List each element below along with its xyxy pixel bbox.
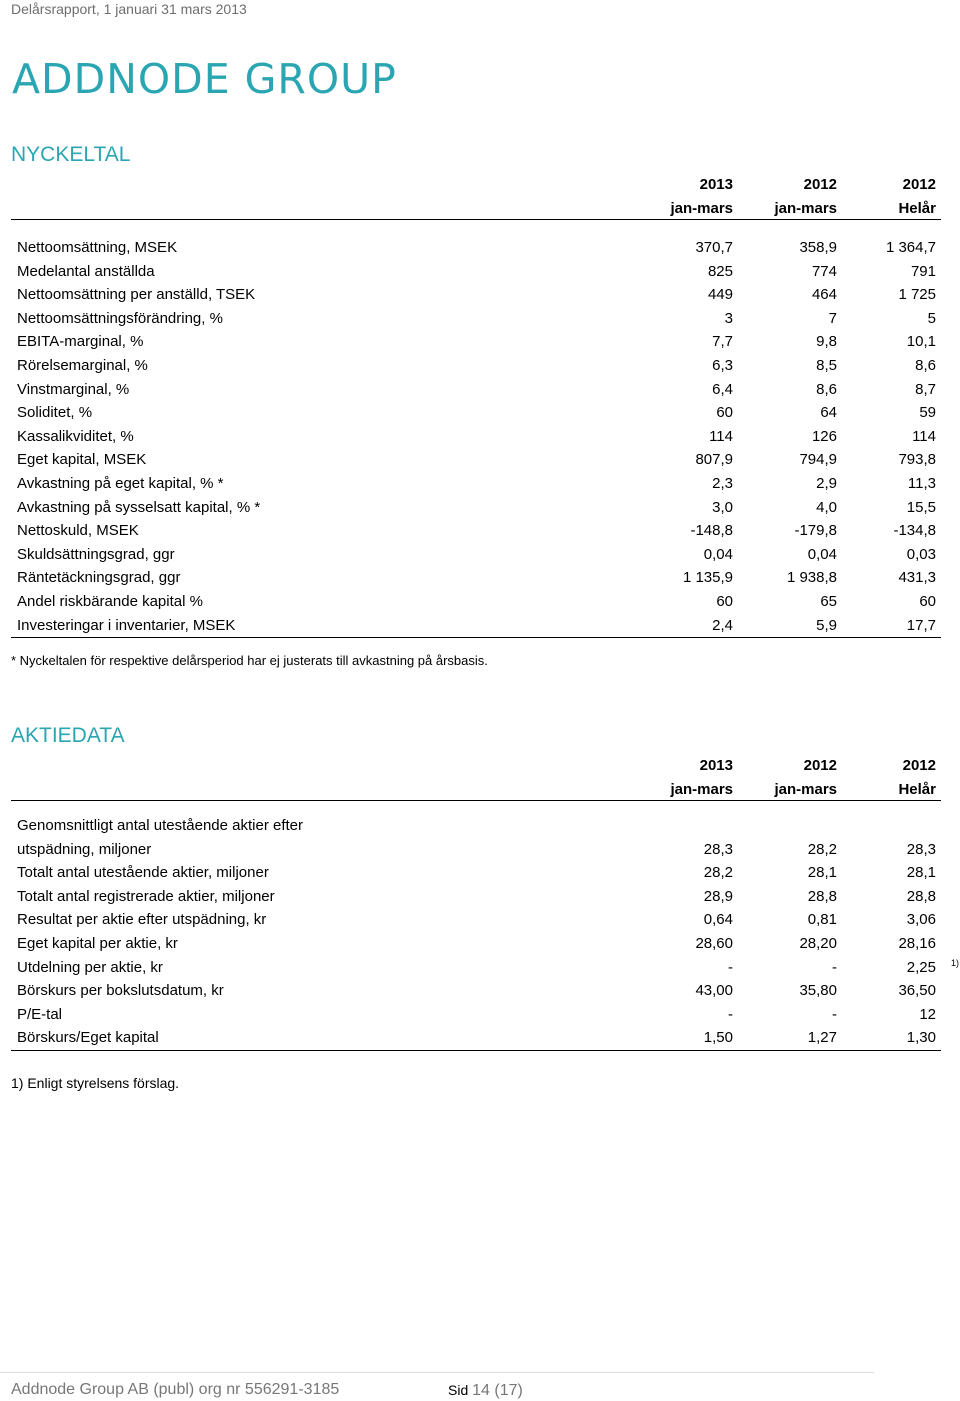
row-label: EBITA-marginal, % (17, 333, 144, 351)
row-value-col-2: 774 (811, 262, 837, 280)
row-label: Resultat per aktie efter utspädning, kr (17, 911, 267, 929)
col-period-2: jan-mars (774, 200, 837, 217)
row-value-col-2: 1,27 (807, 1029, 837, 1047)
row-value-col-1: 114 (709, 427, 733, 445)
row-label: Nettoomsättning per anställd, TSEK (17, 286, 256, 304)
row-value-col-1: 43,00 (695, 982, 733, 1000)
row-value-col-2: 2,9 (816, 474, 837, 492)
row-value-col-3: 15,5 (906, 498, 936, 516)
row-value-col-1: 2,4 (712, 616, 733, 634)
row-value-col-3: 59 (919, 404, 936, 422)
row-value-col-1: 1 135,9 (682, 569, 733, 587)
row-value-col-3: 8,6 (915, 356, 936, 374)
header-rule (11, 800, 941, 801)
aktiedata-footnote: 1) Enligt styrelsens förslag. (11, 1075, 180, 1091)
row-label: Totalt antal utestående aktier, miljoner (17, 864, 269, 882)
col-year-2: 2012 (803, 757, 837, 774)
row-value-col-2: 28,20 (799, 934, 837, 952)
row-value-col-2: 358,9 (799, 239, 837, 256)
row-value-col-2: 28,1 (807, 864, 837, 882)
row-label: Utdelning per aktie, kr (17, 958, 163, 976)
row-label: Eget kapital per aktie, kr (17, 934, 178, 952)
table-row (11, 1026, 941, 1051)
row-value-col-2: 28,8 (807, 887, 837, 905)
row-label: Räntetäckningsgrad, ggr (17, 569, 181, 587)
row-label: Kassalikviditet, % (17, 427, 134, 445)
row-value-col-3: 2,25 (906, 958, 936, 976)
row-value-col-1: 6,4 (712, 380, 733, 398)
table-row (11, 566, 941, 590)
row-value-col-2: 8,5 (816, 356, 837, 374)
table-row (11, 543, 941, 567)
row-label: Börskurs per bokslutsdatum, kr (17, 982, 224, 1000)
row-value-col-2: 28,2 (807, 840, 837, 858)
table-row (11, 354, 941, 378)
table-row (11, 283, 941, 307)
row-value-col-3: 36,50 (898, 982, 936, 1000)
row-value-col-3: 791 (910, 262, 936, 280)
row-value-col-1: - (728, 958, 733, 976)
row-label: utspädning, miljoner (17, 840, 152, 858)
row-label: Investeringar i inventarier, MSEK (17, 616, 236, 634)
table-row (11, 861, 941, 885)
row-value-col-1: 7,7 (712, 333, 733, 351)
row-value-col-1: -148,8 (690, 522, 733, 540)
row-value-col-3: 8,7 (915, 380, 936, 398)
col-period-2: jan-mars (774, 781, 837, 798)
row-label: Eget kapital, MSEK (17, 451, 147, 469)
col-year-2: 2012 (803, 176, 837, 193)
nyckeltal-table (11, 236, 941, 638)
row-label: Börskurs/Eget kapital (17, 1029, 159, 1047)
row-label: Andel riskbärande kapital % (17, 592, 203, 610)
footer-page (448, 1382, 523, 1400)
table-row (11, 614, 941, 639)
table-row (11, 472, 941, 496)
table-row (11, 519, 941, 543)
row-value-col-1: 0,04 (703, 545, 733, 563)
row-value-col-3: 1,30 (906, 1029, 936, 1047)
table-row (11, 378, 941, 402)
row-value-col-3: 1 364,7 (885, 239, 936, 256)
row-value-col-1: 28,9 (703, 887, 733, 905)
section-title-aktiedata: AKTIEDATA (11, 724, 125, 747)
row-value-col-1: 0,64 (703, 911, 733, 929)
page-number: 14 (17) (472, 1382, 523, 1399)
row-value-col-1: 807,9 (695, 451, 733, 469)
row-value-col-3: 431,3 (898, 569, 936, 587)
row-value-col-3: 0,03 (906, 545, 936, 563)
table-row (11, 330, 941, 354)
table-row (11, 590, 941, 614)
row-label: Nettoomsättningsförändring, % (17, 309, 223, 327)
table-row (11, 448, 941, 472)
row-value-col-3: 10,1 (906, 333, 936, 351)
row-value-col-1: 6,3 (712, 356, 733, 374)
row-value-col-1: 1,50 (703, 1029, 733, 1047)
table-row (11, 838, 941, 862)
row-value-col-3: -134,8 (893, 522, 936, 540)
row-value-col-3: 28,1 (906, 864, 936, 882)
row-value-col-1: 28,60 (695, 934, 733, 952)
row-label: Skuldsättningsgrad, ggr (17, 545, 175, 563)
table-row (11, 1003, 941, 1027)
section-title-nyckeltal: NYCKELTAL (11, 143, 131, 166)
col-year-3: 2012 (902, 176, 936, 193)
row-value-col-2: 5,9 (816, 616, 837, 634)
row-label: Medelantal anställda (17, 262, 155, 280)
table-row (11, 307, 941, 331)
row-value-col-2: 8,6 (816, 380, 837, 398)
row-value-col-1: 28,2 (703, 864, 733, 882)
row-value-col-2: 35,80 (799, 982, 837, 1000)
col-year-1: 2013 (699, 757, 733, 774)
row-label: Rörelsemarginal, % (17, 356, 148, 374)
col-period-3: Helår (898, 200, 936, 217)
row-footnote-marker: 1) (950, 957, 959, 968)
table-row (11, 814, 941, 838)
row-value-col-2: 4,0 (816, 498, 837, 516)
row-value-col-3: 17,7 (906, 616, 936, 634)
report-title: Delårsrapport, 1 januari 31 mars 2013 (11, 1, 247, 17)
row-value-col-2: 0,81 (807, 911, 837, 929)
row-value-col-1: 449 (707, 286, 733, 304)
nyckeltal-footnote: * Nyckeltalen för respektive delårsperiod har ej justerats till avkastning på årsbasis. (11, 653, 488, 668)
table-row (11, 401, 941, 425)
row-value-col-3: 28,16 (898, 934, 936, 952)
row-label: Nettoomsättning, MSEK (17, 239, 178, 256)
footer-rule (0, 1372, 874, 1373)
row-value-col-2: 64 (820, 404, 837, 422)
row-value-col-2: 7 (828, 309, 837, 327)
row-label: Nettoskuld, MSEK (17, 522, 139, 540)
table-row (11, 956, 959, 980)
row-value-col-3: 793,8 (898, 451, 936, 469)
col-year-1: 2013 (699, 176, 733, 193)
row-value-col-1: 825 (707, 262, 733, 280)
footer-company: Addnode Group AB (publ) org nr 556291-3185 (11, 1381, 340, 1398)
company-logo: ADDNODE GROUP (12, 55, 397, 103)
row-label: Avkastning på eget kapital, % * (17, 474, 224, 492)
row-value-col-2: 126 (811, 427, 837, 445)
page-label: Sid (448, 1382, 469, 1398)
row-value-col-3: 28,3 (906, 840, 936, 858)
row-value-col-2: 794,9 (799, 451, 837, 469)
row-value-col-1: 370,7 (695, 239, 733, 256)
row-label: Genomsnittligt antal utestående aktier efter (17, 817, 303, 834)
row-value-col-3: 28,8 (906, 887, 936, 905)
col-period-1: jan-mars (670, 781, 733, 798)
row-value-col-3: 12 (919, 1005, 936, 1023)
row-label: Soliditet, % (17, 404, 93, 422)
row-value-col-3: 114 (912, 427, 936, 445)
row-value-col-3: 1 725 (898, 286, 936, 304)
table-row (11, 425, 941, 449)
table-row (11, 908, 941, 932)
col-period-1: jan-mars (670, 200, 733, 217)
row-label: P/E-tal (17, 1005, 63, 1023)
table-row (11, 496, 941, 520)
row-value-col-2: -179,8 (794, 522, 837, 540)
table-row (11, 885, 941, 909)
row-value-col-3: 5 (927, 309, 936, 327)
row-value-col-3: 60 (919, 592, 936, 610)
row-value-col-1: 60 (716, 404, 733, 422)
col-year-3: 2012 (902, 757, 936, 774)
row-value-col-1: - (728, 1005, 733, 1023)
table-row (11, 932, 941, 956)
table-row (11, 236, 941, 260)
table-row (11, 260, 941, 284)
row-value-col-3: 3,06 (906, 911, 936, 929)
row-label: Totalt antal registrerade aktier, miljoner (17, 887, 275, 905)
row-value-col-2: - (832, 958, 837, 976)
row-value-col-2: 1 938,8 (786, 569, 837, 587)
row-label: Vinstmarginal, % (17, 380, 130, 398)
col-period-3: Helår (898, 781, 936, 798)
row-value-col-2: - (832, 1005, 837, 1023)
row-value-col-1: 3 (724, 309, 733, 327)
row-value-col-1: 28,3 (703, 840, 733, 858)
row-value-col-2: 65 (820, 592, 837, 610)
table-row (11, 979, 941, 1003)
row-label: Avkastning på sysselsatt kapital, % * (17, 498, 261, 516)
row-value-col-1: 60 (716, 592, 733, 610)
row-value-col-2: 464 (811, 286, 837, 304)
row-value-col-1: 2,3 (712, 474, 733, 492)
row-value-col-2: 0,04 (807, 545, 837, 563)
header-rule (11, 219, 941, 220)
row-value-col-1: 3,0 (712, 498, 733, 516)
aktiedata-table (11, 814, 959, 1051)
row-value-col-2: 9,8 (816, 333, 837, 351)
row-value-col-3: 11,3 (907, 474, 936, 492)
